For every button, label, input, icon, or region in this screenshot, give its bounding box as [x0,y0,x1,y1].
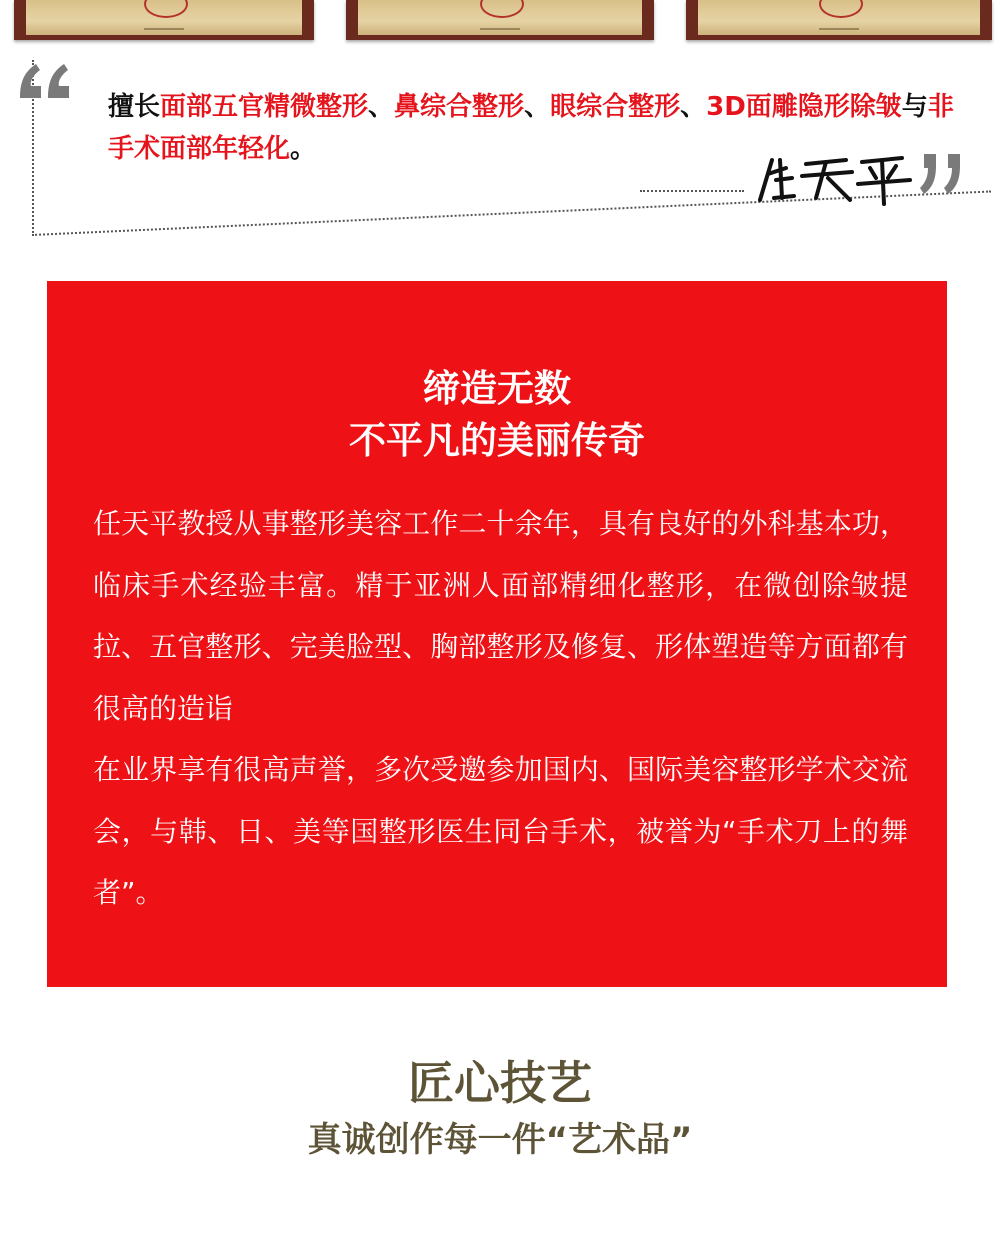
quote-highlight: 面部五官精微整形 [160,92,369,122]
panel-paragraph: 任天平教授从事整形美容工作二十余年，具有良好的外科基本功，临床手术经验丰富。精于亚洲人面部精细化整形，在微创除皱提拉、五官整形、完美脸型、胸部整形及修复、形体塑造等方面都有很高的造诣 [93,507,908,725]
quote-highlight: 鼻综合整形 [394,92,525,122]
panel-body [93,493,908,924]
certificate-frame [346,0,654,40]
signature-image [746,150,916,206]
craft-subtitle: 真诚创作每一件“艺术品” [307,1120,693,1160]
quote-text-segment: 擅长 [108,92,161,122]
quote-text-segment: 、 [680,92,707,122]
quote-text-segment: 、 [368,92,395,122]
panel-paragraph: 在业界享有很高声誉，多次受邀参加国内、国际美容整形学术交流会，与韩、日、美等国整形医生同台手术，被誉为“手术刀上的舞者”。 [93,753,908,909]
certificate-frame [686,0,992,40]
dotted-signature-line [640,190,744,192]
quote-highlight: 眼综合整形 [550,92,681,122]
open-quote-icon [14,42,74,102]
close-quote-icon [920,150,972,202]
certificate-frame [14,0,314,40]
quote-text-segment: 、 [524,92,551,122]
profile-panel [47,281,947,987]
quote-text-segment: 与 [901,92,928,122]
quote-text-segment: 。 [290,134,317,164]
quote-highlight: 3D面雕隐形除皱 [706,92,902,122]
certificate-strip [0,0,1000,40]
quote-highlight: 非手术面部年轻化 [108,92,954,164]
panel-title-line1: 缔造无数 [423,367,571,410]
panel-title-line2: 不平凡的美丽传奇 [349,419,645,462]
craft-title: 匠心技艺 [408,1056,592,1110]
